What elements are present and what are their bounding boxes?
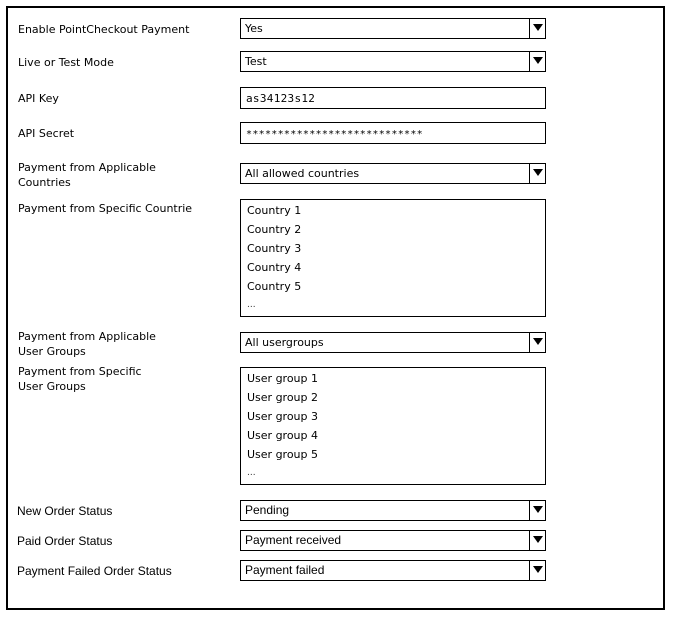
mode-label: Live or Test Mode — [18, 56, 114, 69]
enable-payment-label: Enable PointCheckout Payment — [18, 23, 190, 36]
api-secret-input[interactable] — [240, 122, 546, 144]
mode-dropdown-button[interactable] — [529, 52, 545, 71]
applicable-usergroups-dropdown-button[interactable] — [529, 333, 545, 352]
list-item[interactable]: Country 5 — [247, 280, 302, 293]
specific-usergroups-label-line2: User Groups — [18, 380, 86, 393]
list-item[interactable]: User group 5 — [247, 448, 319, 461]
applicable-countries-label-line1: Payment from Applicable — [18, 161, 156, 174]
list-item[interactable]: Country 4 — [247, 261, 302, 274]
api-key-label: API Key — [18, 92, 59, 105]
list-item[interactable]: User group 2 — [247, 391, 319, 404]
applicable-countries-label-line2: Countries — [18, 176, 71, 189]
api-key-value: as34123s12 — [246, 92, 316, 105]
applicable-usergroups-label-line1: Payment from Applicable — [18, 330, 156, 343]
specific-usergroups-label-line1: Payment from Specific — [18, 365, 142, 378]
applicable-usergroups-select[interactable] — [240, 332, 546, 353]
applicable-usergroups-value: All usergroups — [245, 336, 324, 349]
paid-order-status-select[interactable] — [240, 530, 546, 551]
chevron-down-icon — [533, 338, 543, 345]
list-item[interactable]: User group 4 — [247, 429, 319, 442]
new-order-status-select[interactable] — [240, 500, 546, 521]
chevron-down-icon — [533, 506, 543, 513]
list-item[interactable]: Country 1 — [247, 204, 302, 217]
api-secret-label: API Secret — [18, 127, 75, 140]
applicable-usergroups-label-line2: User Groups — [18, 345, 86, 358]
failed-order-status-dropdown-button[interactable] — [529, 561, 545, 580]
specific-countries-label: Payment from Specific Countrie — [18, 202, 193, 215]
failed-order-status-value: Payment failed — [245, 563, 325, 577]
failed-order-status-select[interactable] — [240, 560, 546, 581]
chevron-down-icon — [533, 536, 543, 543]
list-item[interactable]: Country 2 — [247, 223, 302, 236]
new-order-status-value: Pending — [245, 503, 290, 517]
mode-select[interactable] — [240, 51, 546, 72]
paid-order-status-value: Payment received — [245, 533, 342, 547]
enable-payment-select[interactable] — [240, 18, 546, 39]
failed-order-status-label: Payment Failed Order Status — [17, 564, 172, 578]
list-item-more: ... — [247, 468, 256, 478]
mode-value: Test — [245, 55, 267, 68]
applicable-countries-value: All allowed countries — [245, 167, 360, 180]
chevron-down-icon — [533, 169, 543, 176]
list-item[interactable]: User group 1 — [247, 372, 319, 385]
paid-order-status-dropdown-button[interactable] — [529, 531, 545, 550]
list-item[interactable]: Country 3 — [247, 242, 302, 255]
enable-payment-dropdown-button[interactable] — [529, 19, 545, 38]
applicable-countries-dropdown-button[interactable] — [529, 164, 545, 183]
chevron-down-icon — [533, 24, 543, 31]
api-secret-value: **************************** — [246, 129, 423, 140]
specific-countries-listbox[interactable] — [240, 199, 546, 317]
list-item-more: ... — [247, 300, 256, 310]
enable-payment-value: Yes — [245, 22, 263, 35]
applicable-countries-select[interactable] — [240, 163, 546, 184]
new-order-status-dropdown-button[interactable] — [529, 501, 545, 520]
chevron-down-icon — [533, 566, 543, 573]
specific-usergroups-listbox[interactable] — [240, 367, 546, 485]
chevron-down-icon — [533, 57, 543, 64]
api-key-input[interactable] — [240, 87, 546, 109]
list-item[interactable]: User group 3 — [247, 410, 319, 423]
paid-order-status-label: Paid Order Status — [17, 534, 113, 548]
new-order-status-label: New Order Status — [17, 504, 113, 518]
